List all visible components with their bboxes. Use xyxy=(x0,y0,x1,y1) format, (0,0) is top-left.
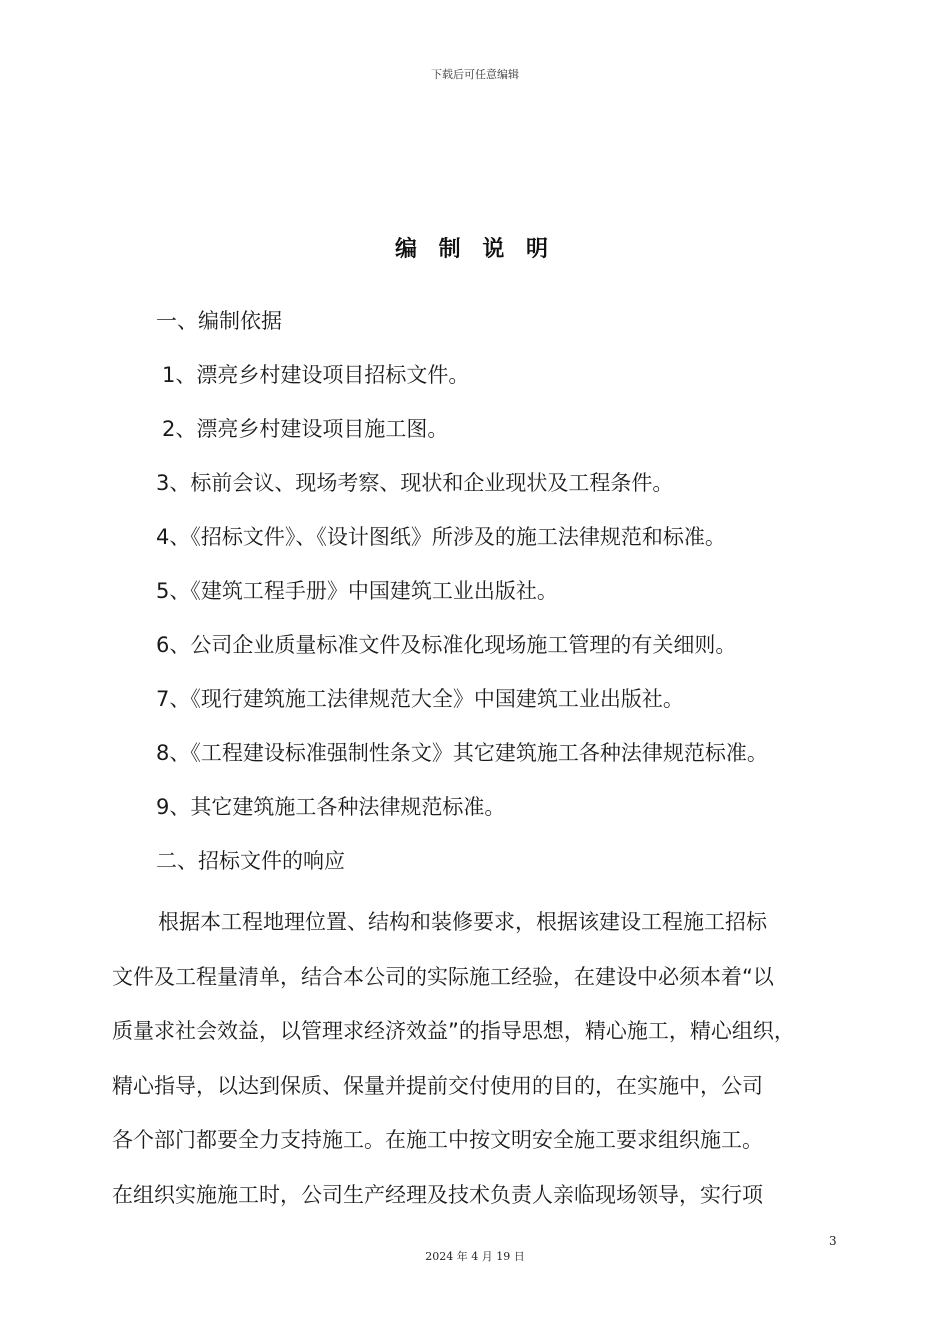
body-paragraph xyxy=(112,895,852,1222)
list-item: 6、公司企业质量标准文件及标准化现场施工管理的有关细则。 xyxy=(156,633,737,657)
list-item: 8、《工程建设标准强制性条文》其它建筑施工各种法律规范标准。 xyxy=(156,741,768,765)
list-item: 1、漂亮乡村建设项目招标文件。 xyxy=(162,363,470,387)
section-heading-basis: 一、编制依据 xyxy=(156,309,282,333)
footer-date: 2024 年 4 月 19 日 xyxy=(425,1250,525,1263)
list-item: 5、《建筑工程手册》中国建筑工业出版社。 xyxy=(156,579,558,603)
page-number: 3 xyxy=(829,1234,837,1248)
list-item: 9、其它建筑施工各种法律规范标准。 xyxy=(156,795,506,819)
paragraph-line: 在组织实施施工时，公司生产经理及技术负责人亲临现场领导，实行项 xyxy=(112,1182,763,1207)
paragraph-line: 根据本工程地理位置、结构和装修要求，根据该建设工程施工招标 xyxy=(158,910,767,934)
list-item: 4、《招标文件》、《设计图纸》所涉及的施工法律规范和标准。 xyxy=(156,525,726,549)
list-item: 2、漂亮乡村建设项目施工图。 xyxy=(162,417,449,441)
paragraph-line: 文件及工程量清单，结合本公司的实际施工经验，在建设中必须本着“以 xyxy=(112,964,774,989)
page-header: 下载后可任意编辑 xyxy=(431,68,519,81)
paragraph-line: 各个部门都要全力支持施工。在施工中按文明安全施工要求组织施工。 xyxy=(112,1128,763,1152)
list-item: 7、《现行建筑施工法律规范大全》中国建筑工业出版社。 xyxy=(156,687,684,711)
document-title: 编 制 说 明 xyxy=(395,237,555,262)
paragraph-line: 精心指导，以达到保质、保量并提前交付使用的目的，在实施中，公司 xyxy=(112,1073,763,1098)
section-heading-response: 二、招标文件的响应 xyxy=(156,849,345,873)
paragraph-line: 质量求社会效益，以管理求经济效益”的指导思想，精心施工，精心组织， xyxy=(112,1019,795,1043)
list-item: 3、标前会议、现场考察、现状和企业现状及工程条件。 xyxy=(156,471,674,495)
